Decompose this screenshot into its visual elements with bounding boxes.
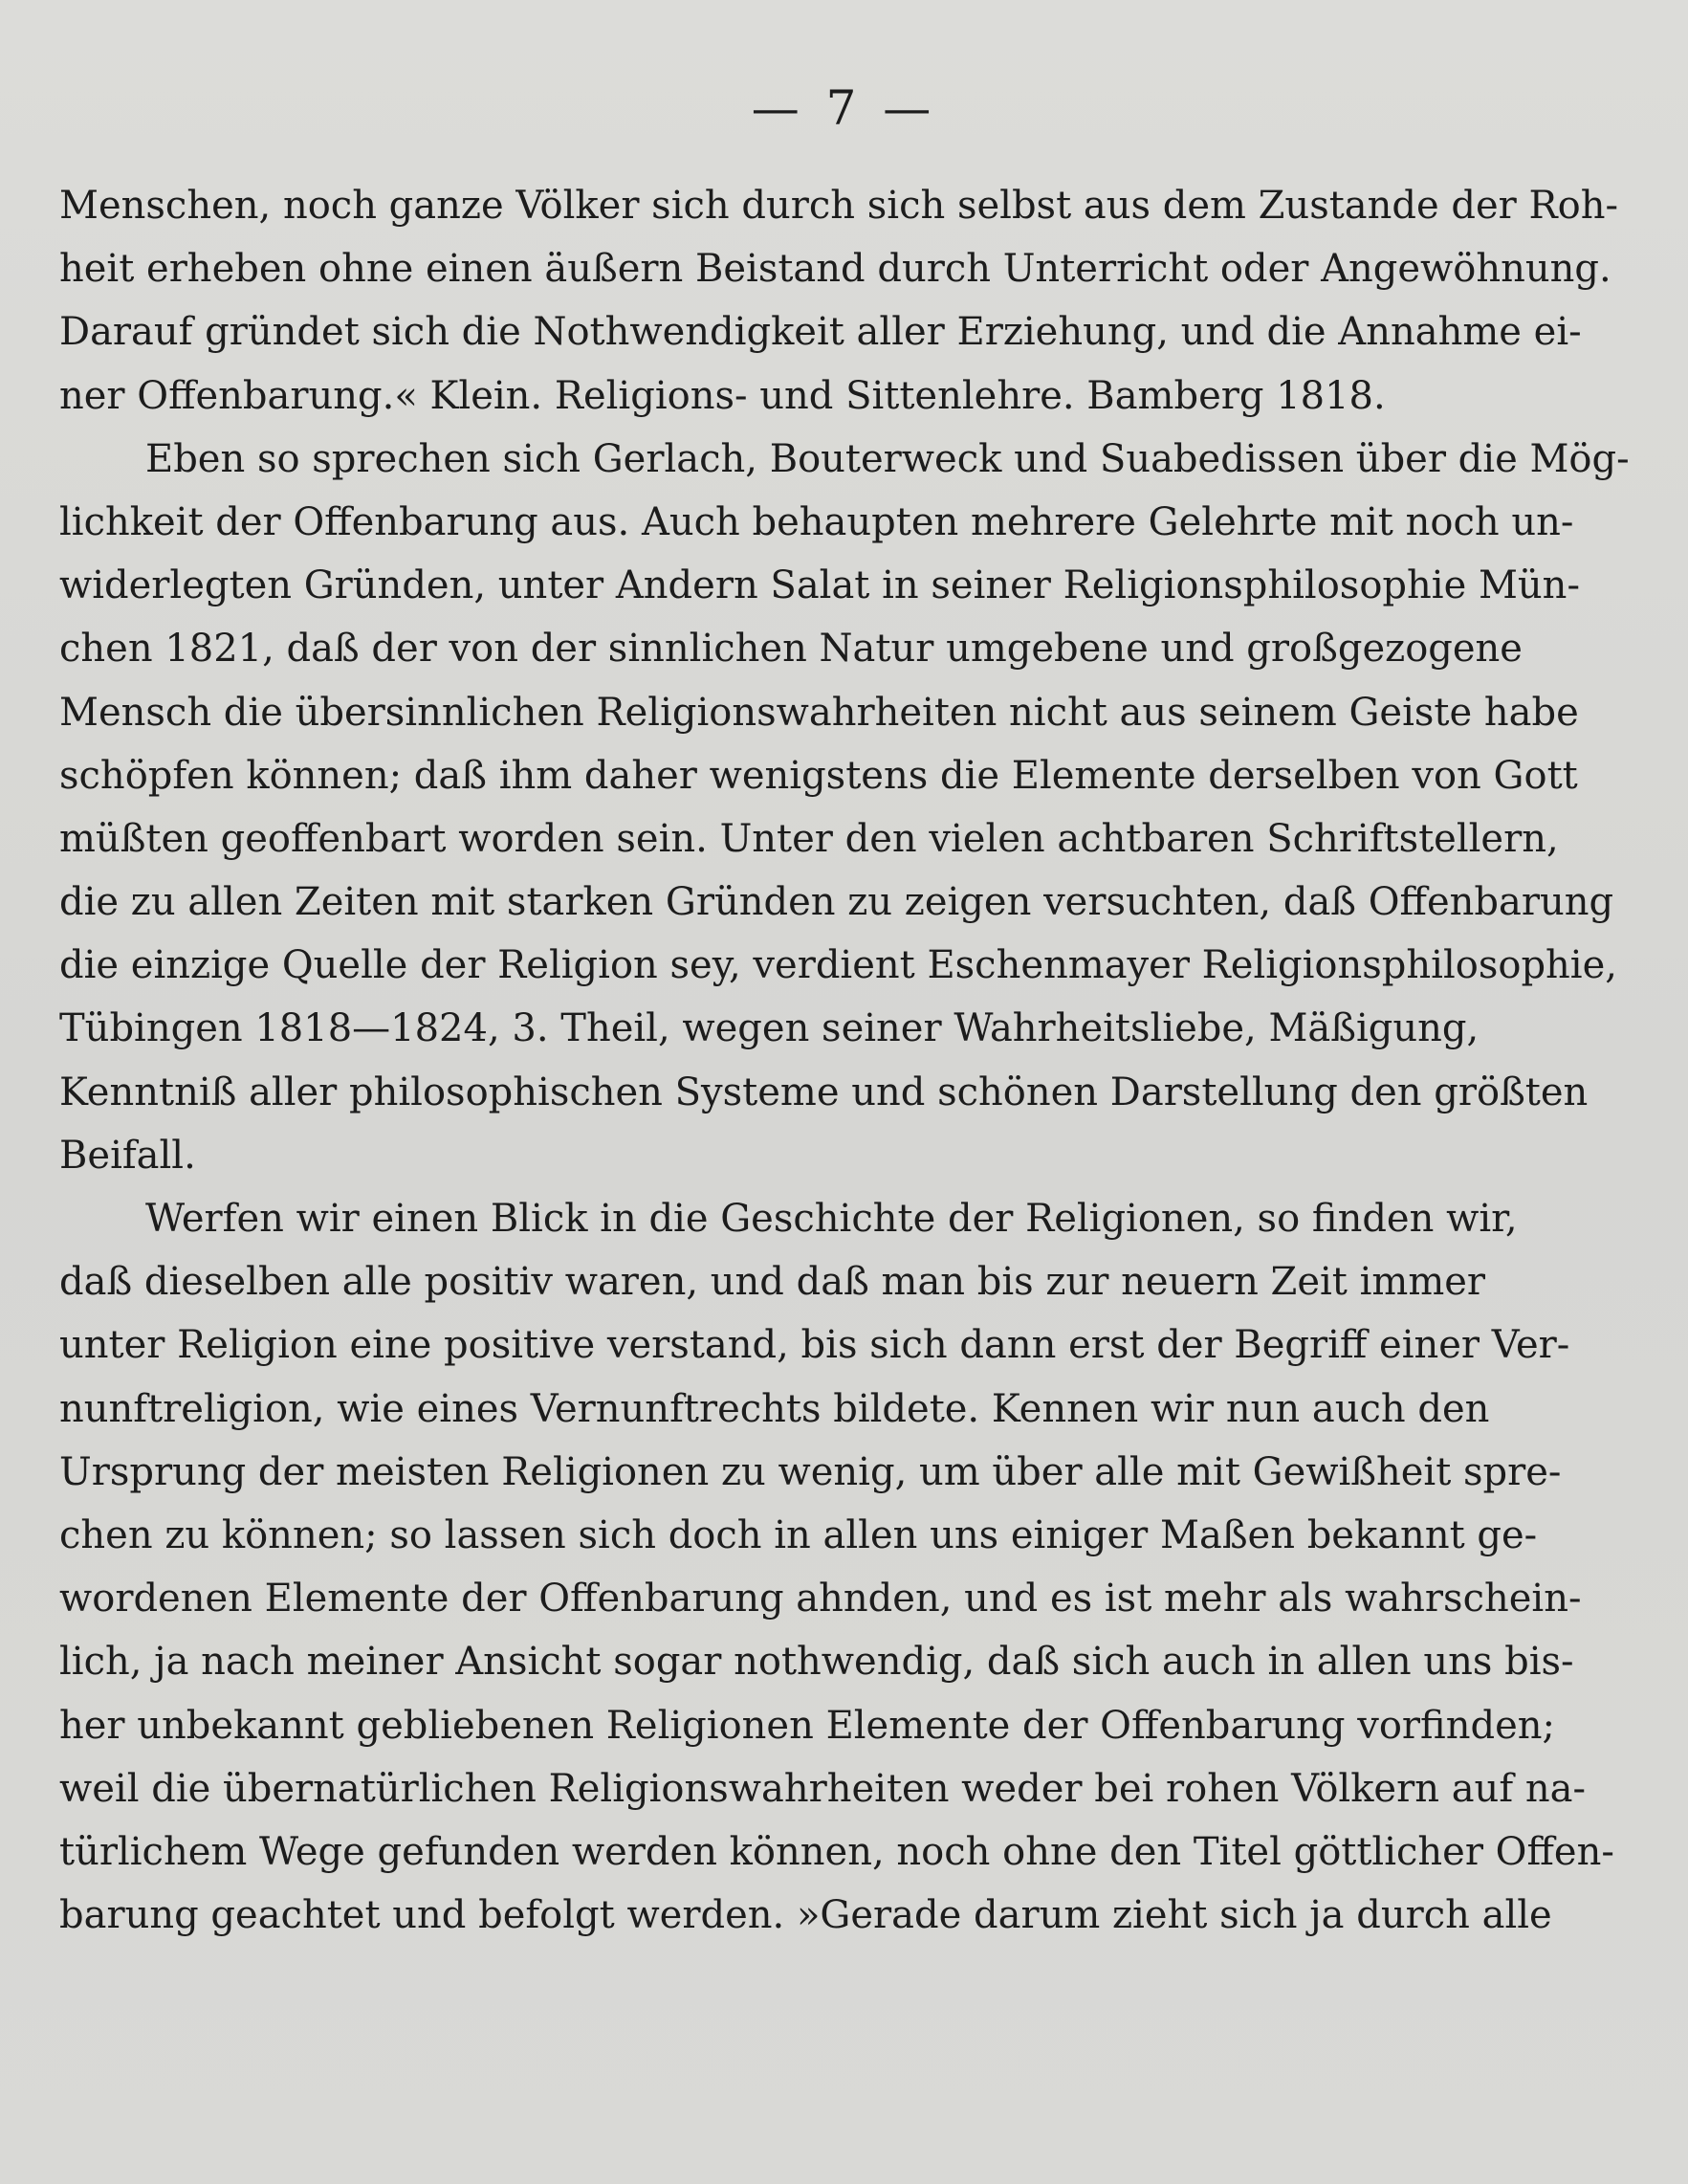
text-line: chen 1821, daß der von der sinnlichen Natur umgebene und großgezogene xyxy=(59,627,1523,672)
text-line: chen zu können; so lassen sich doch in allen uns einiger Maßen bekannt ge- xyxy=(59,1512,1538,1557)
text-line: lichkeit der Offenbarung aus. Auch behaupten mehrere Gelehrte mit noch un- xyxy=(59,499,1574,544)
text-line: her unbekannt gebliebenen Religionen Elemente der Offenbarung vorfinden; xyxy=(59,1703,1555,1748)
text-line: lich, ja nach meiner Ansicht sogar nothwendig, daß sich auch in allen uns bis- xyxy=(59,1640,1574,1685)
text-line: türlichem Wege gefunden werden können, noch ohne den Titel göttlicher Offen- xyxy=(59,1829,1614,1874)
text-line: barung geachtet und befolgt werden. »Gerade darum zieht sich ja durch alle xyxy=(59,1893,1552,1938)
paragraph-start-line: Werfen wir einen Blick in die Geschichte der Religionen, so finden wir, xyxy=(145,1197,1518,1241)
text-line: daß dieselben alle positiv waren, und daß man bis zur neuern Zeit immer xyxy=(59,1260,1486,1305)
text-line: wordenen Elemente der Offenbarung ahnden, und es ist mehr als wahrschein- xyxy=(59,1577,1582,1621)
text-line: Tübingen 1818—1824, 3. Theil, wegen seiner Wahrheitsliebe, Mäßigung, xyxy=(59,1006,1480,1051)
text-line: ner Offenbarung.« Klein. Religions- und Sittenlehre. Bamberg 1818. xyxy=(59,373,1386,418)
text-line: Ursprung der meisten Religionen zu wenig, um über alle mit Gewißheit spre- xyxy=(59,1449,1562,1494)
text-line: Darauf gründet sich die Nothwendigkeit aller Erziehung, und die Annahme ei- xyxy=(59,310,1582,355)
text-line: Beifall. xyxy=(59,1133,196,1178)
text-line: widerlegten Gründen, unter Andern Salat in seiner Religionsphilosophie Mün- xyxy=(59,563,1580,608)
text-line: nunftreligion, wie eines Vernunftrechts bildete. Kennen wir nun auch den xyxy=(59,1386,1490,1431)
text-line: schöpfen können; daß ihm daher wenigstens die Elemente derselben von Gott xyxy=(59,753,1578,798)
paragraph-start-line: Eben so sprechen sich Gerlach, Bouterweck und Suabedissen über die Mög- xyxy=(145,436,1630,481)
text-line: Mensch die übersinnlichen Religionswahrheiten nicht aus seinem Geiste habe xyxy=(59,690,1579,735)
text-line: heit erheben ohne einen äußern Beistand durch Unterricht oder Angewöhnung. xyxy=(59,247,1611,292)
text-line: unter Religion eine positive verstand, bis sich dann erst der Begriff einer Ver- xyxy=(59,1323,1570,1368)
text-line: Menschen, noch ganze Völker sich durch sich selbst aus dem Zustande der Roh- xyxy=(59,184,1618,228)
body-text xyxy=(59,174,1630,1947)
text-line: weil die übernatürlichen Religionswahrheiten weder bei rohen Völkern auf na- xyxy=(59,1766,1586,1811)
text-line: die einzige Quelle der Religion sey, verdient Eschenmayer Religionsphilosophie, xyxy=(59,943,1617,988)
text-line: die zu allen Zeiten mit starken Gründen zu zeigen versuchten, daß Offenbarung xyxy=(59,880,1614,925)
text-line: Kenntniß aller philosophischen Systeme und schönen Darstellung den größten xyxy=(59,1070,1589,1114)
text-line: müßten geoffenbart worden sein. Unter den vielen achtbaren Schriftstellern, xyxy=(59,816,1559,861)
page-number: — 7 — xyxy=(751,80,937,136)
